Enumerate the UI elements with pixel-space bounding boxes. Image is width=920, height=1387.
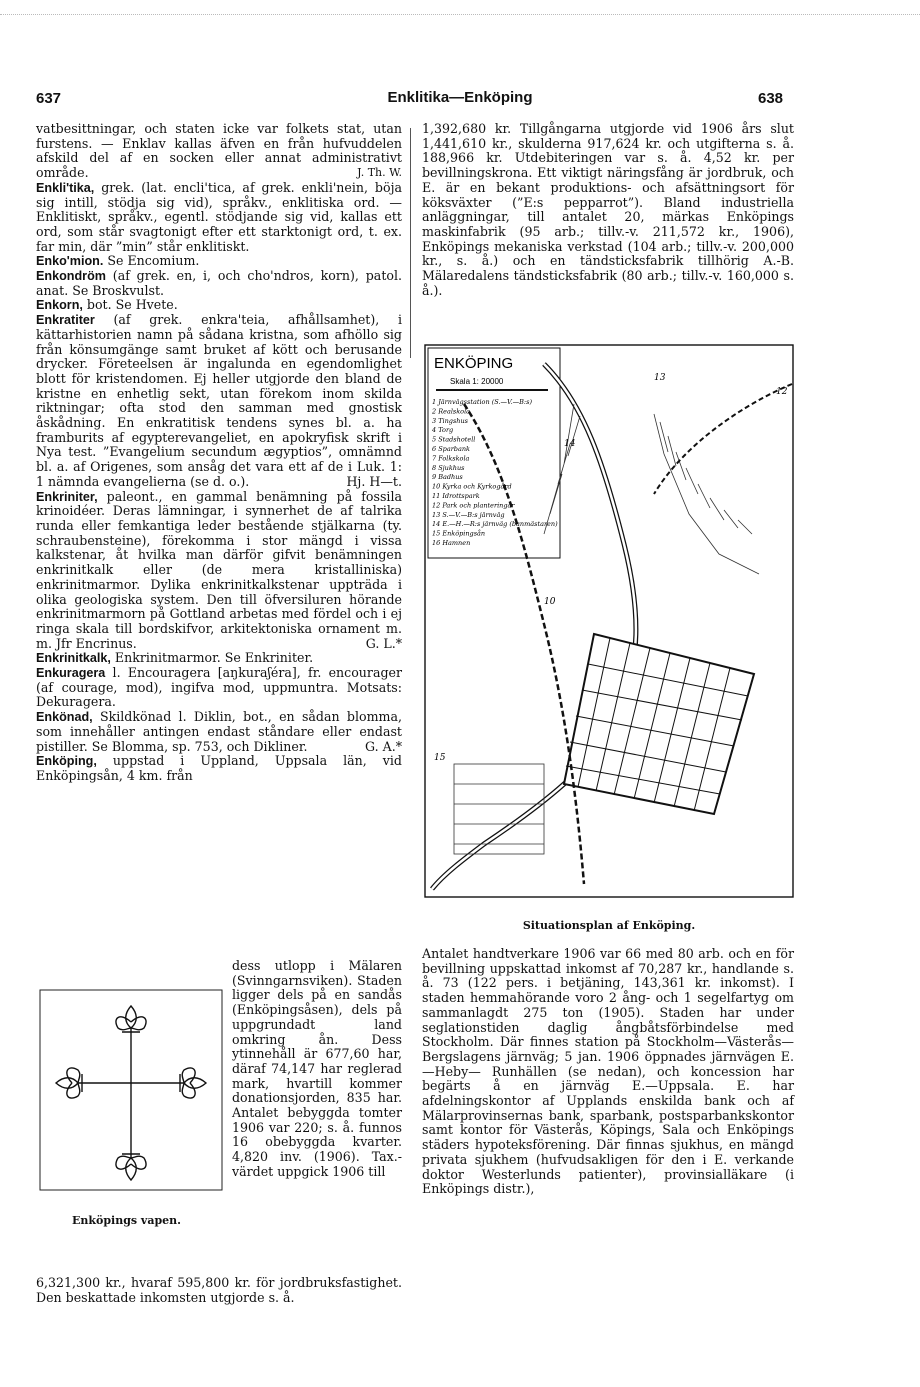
entry-text: grek. (lat. encli'tica, af grek. enkli'nein, böja sig intill, stödja sig vid), språkv., enklitiska ord. — Enklitiskt, språkv., egentl. stödjande sig vid, kallas ett ord, som står svagtonigt efter ett starktonigt ord, t. ex. far min, där ”min” står enklitiskt.	[36, 179, 402, 254]
svg-text:10: 10	[544, 597, 556, 607]
map-legend-item: 3 Tingshus	[432, 416, 469, 425]
page-number-left: 637	[36, 90, 62, 107]
entry-enkriniter	[36, 490, 402, 652]
map-legend-item: 2 Realskola	[432, 407, 471, 416]
lemma: Enkratiter	[36, 313, 95, 328]
entry-enkuragera	[36, 666, 402, 710]
map-legend-item: 8 Sjukhus	[432, 463, 465, 472]
map-scale: Skala 1: 20000	[450, 377, 504, 386]
map-legend-item: 6 Sparbank	[432, 445, 470, 453]
map-caption: Situationsplan af Enköping.	[522, 919, 696, 932]
signature: J. Th. W.	[357, 166, 402, 180]
map-legend-item: 10 Kyrka och Kyrkogård	[432, 482, 512, 491]
map-legend-item: 11 Idrottspark	[432, 492, 480, 500]
right-column	[422, 122, 794, 298]
lemma: Enkondröm	[36, 269, 106, 284]
map-legend-item: 12 Park och planteringar	[432, 501, 515, 510]
coat-of-arms-image	[38, 988, 224, 1203]
svg-text:15: 15	[434, 753, 446, 763]
map-legend-item: 13 S.—V.—B:s järnväg	[432, 510, 505, 519]
entry-enkomion	[36, 254, 402, 269]
column-rule	[410, 128, 411, 358]
map-legend-item: 14 E.—H.—R:s järnväg (banmästaren)	[432, 520, 558, 529]
entry-enkorn	[36, 298, 402, 313]
left-column	[36, 122, 402, 784]
paragraph: Antalet handtverkare 1906 var 66 med 80 arb. och en för bevillning uppskattad inkomst af 70,287 kr., handlande s. å. 73 (122 pers. i betjäning, 143,361 kr. inkomst). I staden hemmahörande voro 2 ång- och 1 segelfartyg om sammanlagdt 275 ton (1905). Staden har under seglationstiden daglig ångbåtsförbindelse med Stockholm. Där finnes station på Stockholm—Västerås—Bergslagens järnväg; 5 jan. 1906 öppnades järnvägen E.—Heby— Runhällen (se nedan), och koncession har begärts å en järnväg E.—Uppsala. E. har afdelningskontor af Upplands enskilda bank och af Mälarprovinsernas bank, sparbank, postsparbankskontor samt kontor för Västerås, Köpings, Sala och Enköpings städers hypoteksförening. Där finnas sjukhus, en mängd privata sjukhem (hufvudsakligen för den i E. verkande doktor Westerlunds patienter), provinsialläkare (i Enköpings distr.),	[422, 946, 794, 1197]
paragraph: dess utlopp i Mälaren (Svinngarnsviken). Staden ligger dels på en sandås (Enköpingsåsen), dels på uppgrundadt land omkring ån. Dess ytinnehåll är 677,60 har, däraf 74,147 har reglerad mark, hvartill kommer donationsjorden, 835 har. Antalet bebyggda tomter 1906 var 220; s. å. funnos 16 obebyggda kvarter. 4,820 inv. (1906). Tax.-värdet uppgick 1906 till	[232, 958, 402, 1179]
lemma: Enkorn,	[36, 298, 83, 313]
lemma: Enkli'tika,	[36, 180, 95, 195]
paragraph: 6,321,300 kr., hvaraf 595,800 kr. för jordbruksfastighet. Den beskattade inkomsten utgjorde s. å.	[36, 1275, 402, 1305]
lemma: Enkönad,	[36, 710, 93, 725]
entry-text: Skildkönad l. Diklin, bot., en sådan blomma, som innehåller antingen endast ståndare eller endast pistiller. Se Blomma, sp. 753, och Dikliner.	[36, 709, 402, 754]
lemma: Enkriniter,	[36, 489, 98, 504]
entry-enklitika	[36, 181, 402, 255]
entry-enkondrom	[36, 269, 402, 298]
lemma: Enköping,	[36, 754, 97, 769]
entry-text: Enkrinitmarmor. Se Enkriniter.	[114, 650, 314, 666]
map-legend-item: 1 Järnvägsstation (S.—V.—B:s)	[432, 398, 532, 406]
svg-text:13: 13	[654, 373, 666, 383]
signature: Hj. H—t.	[346, 473, 402, 489]
svg-text:12: 12	[776, 387, 788, 397]
paragraph	[36, 122, 402, 181]
lemma: Enkrinitkalk,	[36, 651, 111, 666]
coat-caption: Enköpings vapen.	[72, 1214, 181, 1227]
svg-text:14: 14	[564, 439, 576, 449]
page-number-right: 638	[758, 90, 784, 107]
city-map-image	[424, 344, 794, 898]
entry-enkratiter	[36, 313, 402, 489]
map-legend-item: 15 Enköpingsån	[432, 529, 486, 538]
entry-enkoping	[36, 754, 402, 783]
entry-text: paleont., en gammal benämning på fossila krinoidéer. Deras lämningar, i synnerhet de af talrika runda eller femkantiga leder bestående stjälkarna (ty. schraubensteine), förekomma i stor mängd i vissa kalkstenar, åt hvilka man därför gifvit benämningen enkrinitkalk eller (de mera kristalliniska) enkrinitmarmor. Dylika enkrinitkalkstenar uppträda i olika geologiska system. Den till öfversiluren hörande enkrinitmarmorn på Gottland arbetas med fördel och i ej ringa skala till bordskifvor, arkitektoniska ornament m. m. Jfr Encrinus.	[36, 488, 402, 651]
running-title: Enklitika—Enköping	[387, 89, 533, 106]
lemma: Enkuragera	[36, 666, 106, 681]
text: vatbesittningar, och staten icke var folkets stat, utan furstens. — Enklav kallas äfven en från hufvuddelen afskild del af en socken eller annat administrativt område.	[36, 121, 402, 181]
map-legend-item: 7 Folkskola	[432, 454, 470, 463]
entry-text: (af grek. en, i, och cho'ndros, korn), patol. anat. Se Broskvulst.	[36, 268, 402, 298]
paragraph: 1,392,680 kr. Tillgångarna utgjorde vid 1906 års slut 1,441,610 kr., skulderna 917,624 kr. och utgifterna s. å. 188,966 kr. Utdebiteringen var s. å. 4,52 kr. per bevillningskrona. Ett viktigt näringsfång är jordbruk, och E. är en bekant produktions- och afsättningsort för köksväxter (”E:s pepparrot”). Bland industriella anläggningar, till antalet 20, märkas Enköpings maskinfabrik (95 arb.; tillv.-v. 211,572 kr., 1906), Enköpings mekaniska verkstad (104 arb.; tillv.-v. 200,000 kr., s. å.) och en tändsticksfabrik tillhörig A.-B. Mälaredalens tändsticksfabrik (80 arb.; tillv.-v. 160,000 s. å.).	[422, 121, 794, 298]
signature: G. A.*	[364, 738, 402, 754]
map-legend-item: 16 Hamnen	[432, 539, 471, 547]
map-title: ENKÖPING	[434, 355, 514, 372]
map-legend-item: 4 Torg	[432, 426, 454, 435]
entry-enkonad	[36, 710, 402, 754]
scan-edge	[0, 14, 920, 17]
map-legend-item: 9 Badhus	[432, 473, 463, 482]
entry-enkrinitkalk	[36, 651, 402, 666]
map-legend-item: 5 Stadshotell	[432, 435, 476, 444]
entry-text: bot. Se Hvete.	[86, 297, 178, 313]
entry-text: uppstad i Uppland, Uppsala län, vid Enköpingsån, 4 km. från	[36, 753, 402, 783]
wrapped-text-column	[232, 959, 402, 1180]
left-bottom-text	[36, 1276, 402, 1305]
entry-text: l. Encouragera [aŋkuraʃéra], fr. encourager (af courage, mod), ingifva mod, uppmuntra. Motsats: Dekuragera.	[36, 665, 402, 710]
right-bottom-column	[422, 947, 794, 1197]
entry-text: (af grek. enkra'teia, afhållsamhet), i kättarhistorien namn på sådana kristna, som afhöllo sig från könsumgänge samt bruket af kött och berusande drycker. Företeelsen är ingalunda en egendomlighet blott för kristendomen. Ej heller utgjorde den bland de kristne en enhetlig sekt, utan förekom inom skilda riktningar; ofta stod den samman med gnostisk åskådning. En enkratitisk tendens synes bl. a. ha framburits af egypterevangeliet, en apokryfisk skrift i Nya test. ”Evangelium secundum ægyptios”, omnämnd bl. a. af Origenes, som ansåg det vara ett af de i Luk. 1: 1 nämnda evangelierna (se d. o.).	[36, 312, 402, 489]
lemma: Enko'mion.	[36, 254, 104, 269]
signature: G. L.*	[365, 635, 402, 651]
entry-text: Se Encomium.	[107, 253, 200, 269]
